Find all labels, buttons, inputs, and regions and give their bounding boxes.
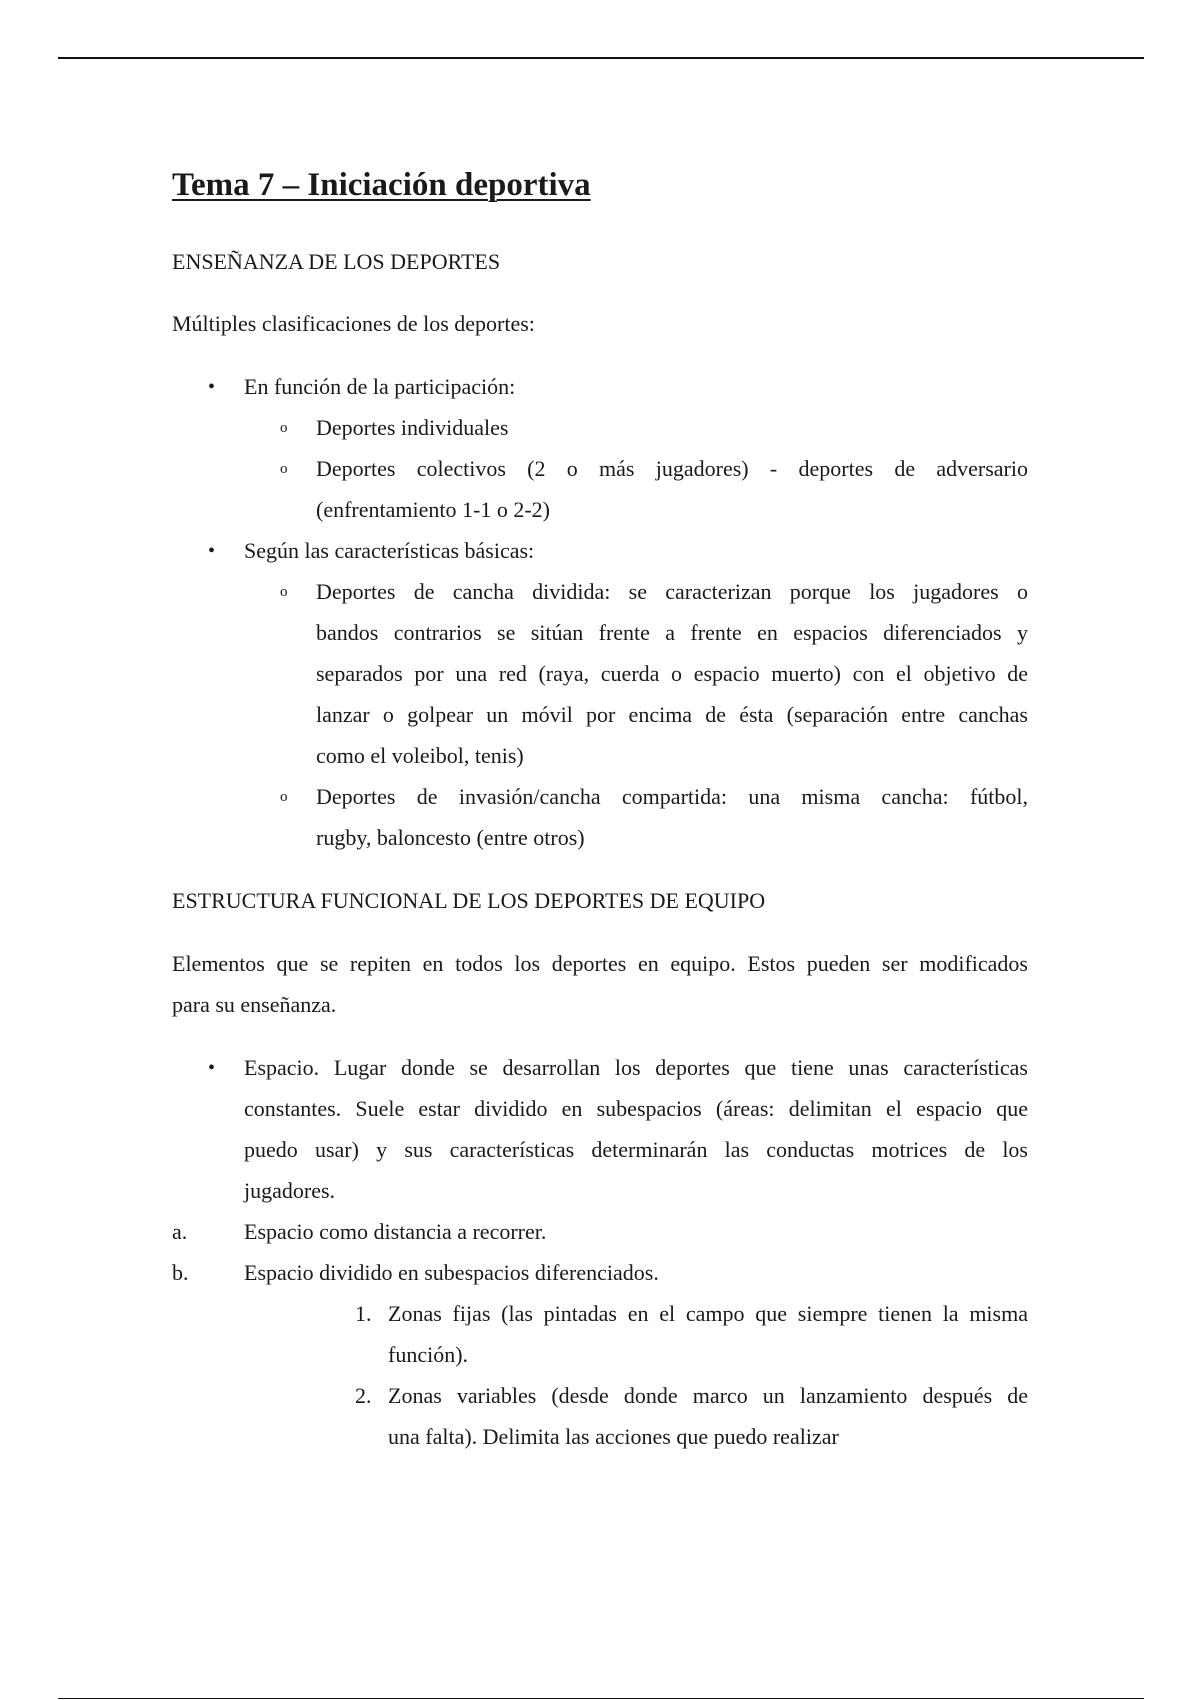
sub-item-cancha-dividida-line: como el voleibol, tenis) (316, 743, 524, 768)
sub-item-cancha-dividida-line: lanzar o golpear un móvil por encima de ésta (separación entre canchas (316, 702, 1028, 727)
section-intro: Múltiples clasificaciones de los deportes: (172, 311, 535, 336)
list-marker-2: 2. (355, 1383, 372, 1408)
list-item-participacion: En función de la participación: (244, 374, 516, 399)
sub-item-individuales: Deportes individuales (316, 415, 509, 440)
list-item-espacio-line: puedo usar) y sus características determinarán las conductas motrices de los (244, 1137, 1028, 1162)
section-heading-ensenanza: ENSEÑANZA DE LOS DEPORTES (172, 249, 501, 274)
section-heading-estructura: ESTRUCTURA FUNCIONAL DE LOS DEPORTES DE EQUIPO (172, 888, 766, 913)
lettered-item-a: Espacio como distancia a recorrer. (244, 1219, 547, 1244)
bullet-icon: • (208, 1057, 216, 1079)
sub-item-invasion-line: rugby, baloncesto (entre otros) (316, 825, 585, 850)
numbered-item-2: Zonas variables (desde donde marco un lanzamiento después de (388, 1383, 1028, 1408)
footer-rule (58, 1698, 1144, 1699)
list-item-espacio-line: jugadores. (244, 1178, 336, 1203)
sub-item-invasion: Deportes de invasión/cancha compartida: una misma cancha: fútbol, (316, 784, 1028, 809)
header-rule (58, 57, 1144, 59)
sub-item-colectivos-cont: (enfrentamiento 1-1 o 2-2) (316, 497, 550, 522)
list-item-caracteristicas: Según las características básicas: (244, 538, 535, 563)
list-item-espacio: Espacio. Lugar donde se desarrollan los deportes que tiene unas características (244, 1055, 1028, 1080)
sub-item-colectivos: Deportes colectivos (2 o más jugadores) - deportes de adversario (316, 456, 1028, 481)
numbered-item-2-line: una falta). Delimita las acciones que puedo realizar (388, 1424, 839, 1449)
circle-bullet-icon: o (280, 461, 288, 477)
list-marker-b: b. (172, 1260, 189, 1285)
sub-item-cancha-dividida: Deportes de cancha dividida: se caracterizan porque los jugadores o (316, 579, 1028, 604)
list-marker-a: a. (172, 1219, 188, 1244)
list-marker-1: 1. (355, 1301, 372, 1326)
list-item-espacio-line: constantes. Suele estar dividido en subespacios (áreas: delimitan el espacio que (244, 1096, 1028, 1121)
numbered-item-1: Zonas fijas (las pintadas en el campo que siempre tienen la misma (388, 1301, 1028, 1326)
circle-bullet-icon: o (280, 584, 288, 600)
numbered-item-1-line: función). (388, 1342, 469, 1367)
sub-item-cancha-dividida-line: separados por una red (raya, cuerda o espacio muerto) con el objetivo de (316, 661, 1028, 686)
page-title: Tema 7 – Iniciación deportiva (172, 167, 591, 203)
circle-bullet-icon: o (280, 420, 288, 436)
lettered-item-b: Espacio dividido en subespacios diferenciados. (244, 1260, 659, 1285)
sub-item-cancha-dividida-line: bandos contrarios se sitúan frente a frente en espacios diferenciados y (316, 620, 1028, 645)
section2-intro-line: Elementos que se repiten en todos los deportes en equipo. Estos pueden ser modificados (172, 951, 1028, 976)
bullet-icon: • (208, 376, 216, 398)
bullet-icon: • (208, 540, 216, 562)
section2-intro-line: para su enseñanza. (172, 992, 337, 1017)
circle-bullet-icon: o (280, 789, 288, 805)
